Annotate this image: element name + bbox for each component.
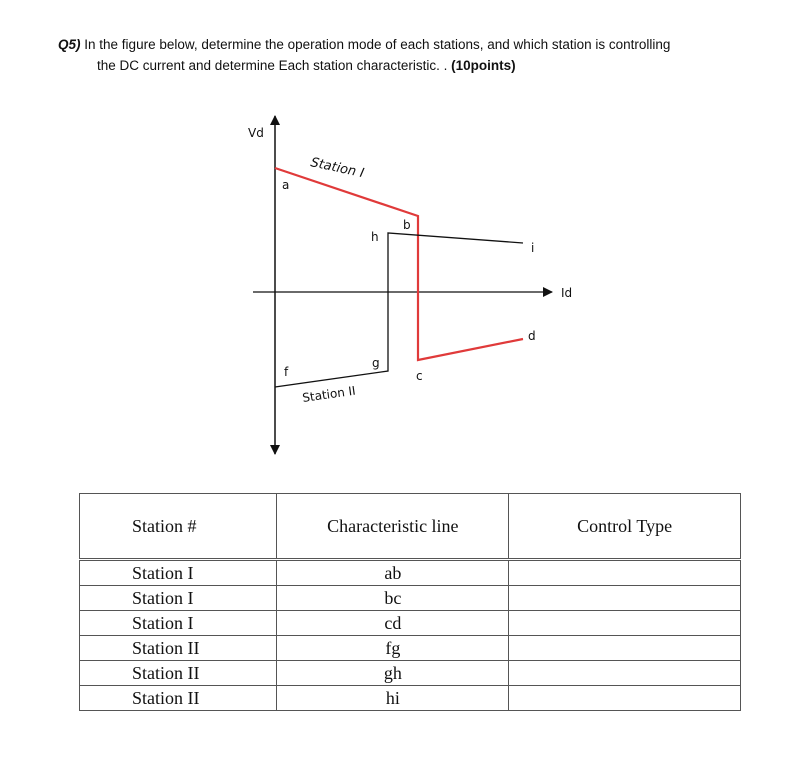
- control-type-cell[interactable]: [509, 586, 741, 611]
- point-c: c: [416, 369, 423, 383]
- point-b: b: [403, 218, 411, 232]
- table-row: [80, 661, 741, 686]
- control-type-cell[interactable]: [509, 560, 741, 586]
- table-header-row: [80, 494, 741, 560]
- point-d: d: [528, 329, 536, 343]
- station-cell: Station I: [80, 611, 277, 636]
- question-line2: the DC current and determine Each station characteristic. .: [97, 58, 452, 73]
- vd-label: Vd: [248, 126, 264, 140]
- table-row: [80, 586, 741, 611]
- question-points: (10points): [451, 58, 516, 73]
- control-type-cell[interactable]: [509, 686, 741, 711]
- station-cell: Station I: [80, 560, 277, 586]
- question-number: Q5): [58, 37, 81, 52]
- line-cell: hi: [277, 686, 509, 711]
- line-cell: fg: [277, 636, 509, 661]
- table-row: [80, 611, 741, 636]
- table-row: [80, 636, 741, 661]
- station-2-characteristic: [275, 233, 523, 387]
- station-2-label: Station II: [301, 383, 357, 405]
- question-line1: In the figure below, determine the operation mode of each stations, and which station is controlling: [84, 37, 671, 52]
- table-row: [80, 560, 741, 586]
- station-cell: Station II: [80, 686, 277, 711]
- point-i: i: [531, 241, 535, 255]
- id-label: Id: [561, 286, 573, 300]
- control-type-cell[interactable]: [509, 661, 741, 686]
- station-1-characteristic: [275, 168, 523, 360]
- control-type-cell[interactable]: [509, 636, 741, 661]
- station-cell: Station I: [80, 586, 277, 611]
- point-h: h: [371, 230, 379, 244]
- line-cell: ab: [277, 560, 509, 586]
- station-cell: Station II: [80, 661, 277, 686]
- point-a: a: [282, 178, 290, 192]
- station-cell: Station II: [80, 636, 277, 661]
- control-type-cell[interactable]: [509, 611, 741, 636]
- answer-table: [79, 493, 741, 711]
- header-station: Station #: [80, 494, 277, 560]
- point-g: g: [372, 356, 380, 370]
- header-control-type: Control Type: [509, 494, 741, 560]
- header-characteristic: Characteristic line: [277, 494, 509, 560]
- station-1-label: Station I: [309, 155, 366, 182]
- line-cell: cd: [277, 611, 509, 636]
- point-f: f: [284, 365, 289, 379]
- table-row: [80, 686, 741, 711]
- line-cell: bc: [277, 586, 509, 611]
- line-cell: gh: [277, 661, 509, 686]
